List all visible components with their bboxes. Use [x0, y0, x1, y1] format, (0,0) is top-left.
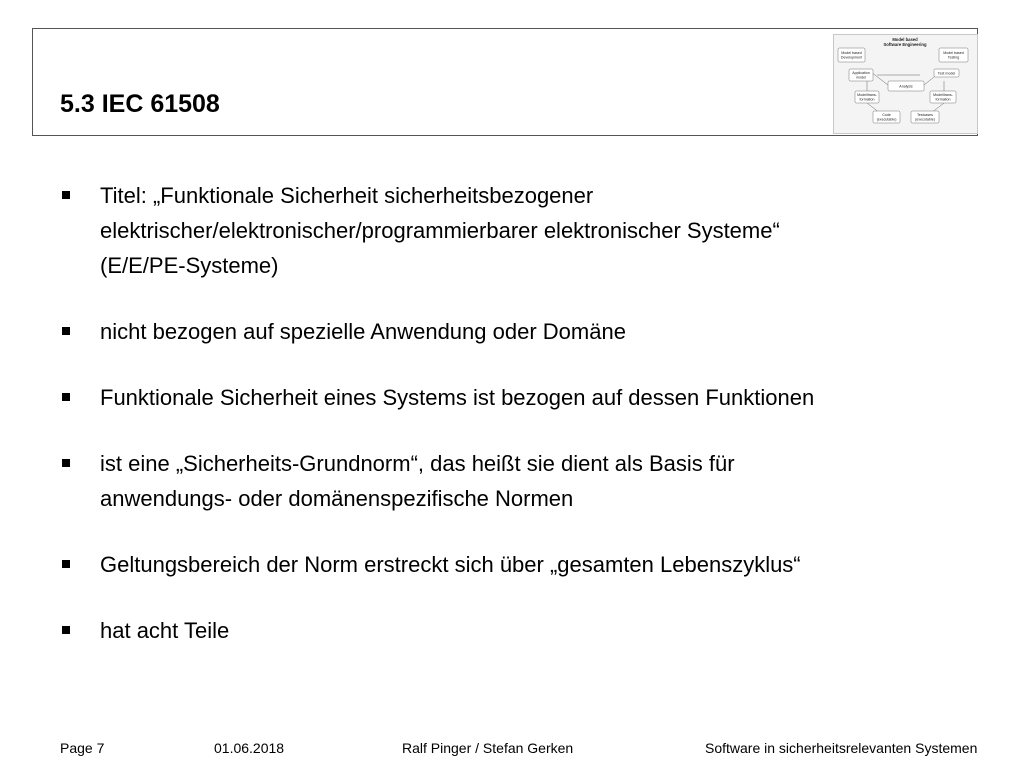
slide-title: 5.3 IEC 61508: [60, 90, 220, 118]
diagram-title-line-1: Model based: [892, 37, 918, 42]
page-number: Page 7: [60, 740, 105, 756]
bullet-text-line: ist eine „Sicherheits-Grundnorm“, das heißt sie dient als Basis für: [100, 451, 735, 476]
bullet-text-line: Geltungsbereich der Norm erstreckt sich über „gesamten Lebenszyklus“: [100, 552, 801, 577]
diagram-box-label: Development: [840, 55, 863, 60]
bullet-text-line: (E/E/PE-Systeme): [100, 253, 279, 278]
diagram-box-label: Modelltrans-: [857, 93, 877, 98]
bullet-item: [60, 613, 980, 648]
diagram-box-label: formation: [859, 97, 875, 102]
diagram-box-label: Analysis: [899, 84, 913, 89]
diagram-box-label: model: [856, 75, 866, 80]
diagram-box-label: Application: [852, 71, 870, 76]
bullet-item: [60, 446, 980, 516]
bullet-item: [60, 178, 980, 283]
bullet-marker: [62, 191, 70, 199]
bullet-item: [60, 380, 980, 415]
diagram-title-line-2: Software Engineering: [883, 42, 927, 47]
diagram-box-label: (executable): [876, 117, 897, 122]
bullet-text-line: Titel: „Funktionale Sicherheit sicherheitsbezogener: [100, 183, 594, 208]
footer-course: Software in sicherheitsrelevanten Systemen: [705, 740, 978, 756]
diagram-box-label: Testcases: [917, 113, 933, 118]
bullet-marker: [62, 560, 70, 568]
bullet-marker: [62, 327, 70, 335]
bullet-text-line: elektrischer/elektronischer/programmierbarer elektronischer Systeme“: [100, 218, 780, 243]
bullet-marker: [62, 626, 70, 634]
diagram-box-label: Model based: [943, 51, 964, 56]
footer-date: 01.06.2018: [214, 740, 285, 756]
bullet-marker: [62, 459, 70, 467]
diagram-box-label: (executable): [915, 117, 935, 122]
bullet-text-line: nicht bezogen auf spezielle Anwendung oder Domäne: [100, 319, 626, 344]
footer-authors: Ralf Pinger / Stefan Gerken: [402, 740, 574, 756]
model-based-engineering-diagram: [833, 34, 978, 134]
diagram-box-label: Code: [882, 113, 891, 118]
bullet-text-line: hat acht Teile: [100, 618, 230, 643]
diagram-box-label: Model based: [841, 51, 862, 56]
bullet-item: [60, 547, 980, 582]
bullet-text-line: anwendungs- oder domänenspezifische Normen: [100, 486, 574, 511]
diagram-box-label: Testing: [947, 55, 960, 60]
diagram-box-label: Test model: [937, 71, 956, 76]
diagram-box-label: Modelltrans-: [933, 93, 953, 98]
bullet-list: [60, 178, 980, 679]
bullet-item: [60, 314, 980, 349]
bullet-text-line: Funktionale Sicherheit eines Systems ist bezogen auf dessen Funktionen: [100, 385, 815, 410]
bullet-marker: [62, 393, 70, 401]
diagram-box-label: formation: [935, 97, 951, 102]
